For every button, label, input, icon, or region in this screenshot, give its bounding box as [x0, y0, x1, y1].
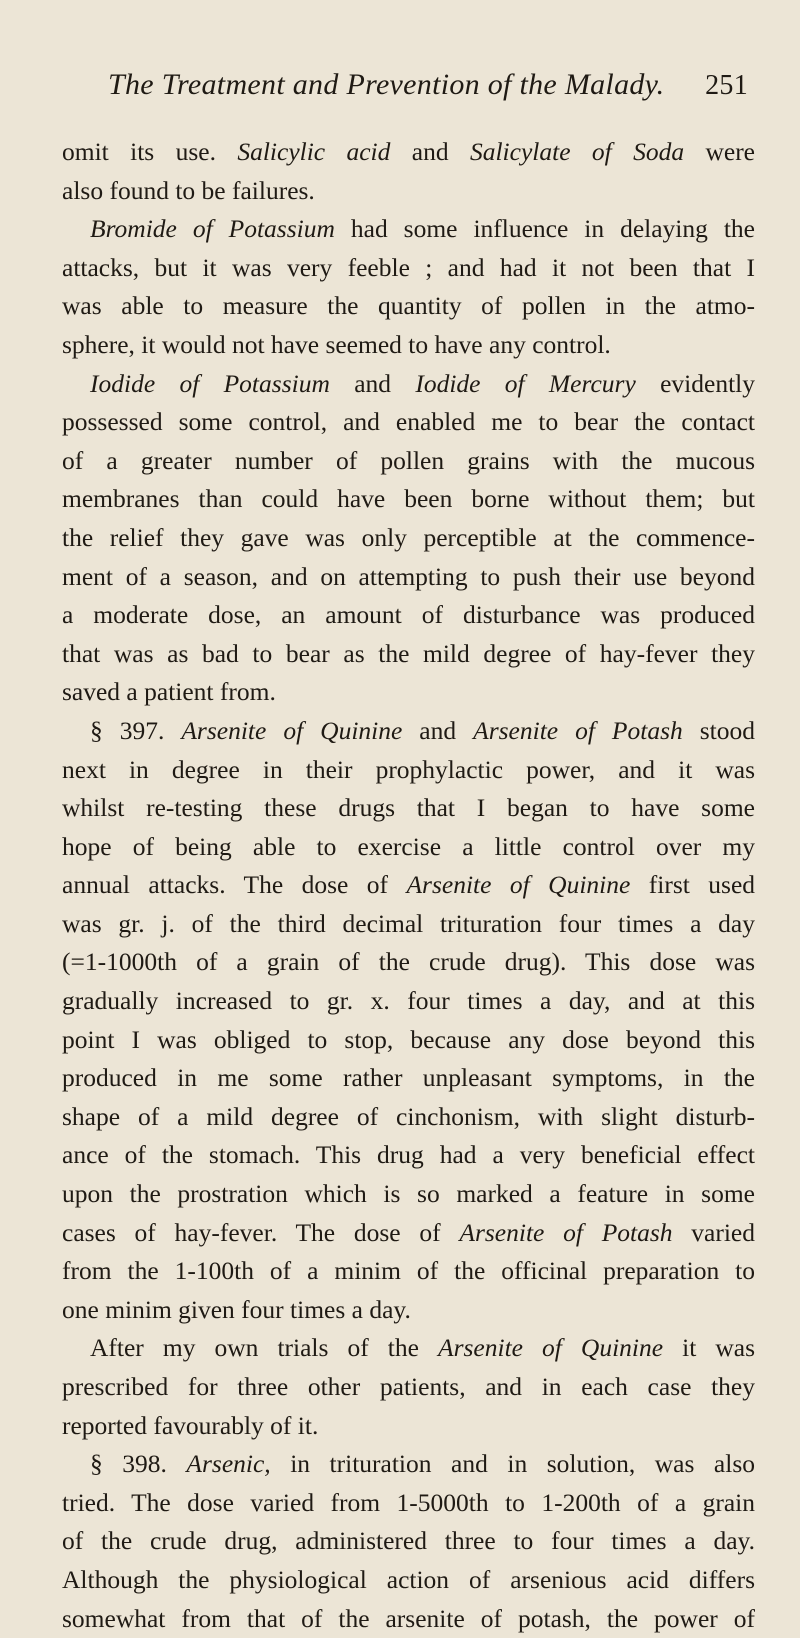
text-line	[62, 172, 755, 211]
text-run: first used	[630, 870, 756, 900]
text-line	[62, 249, 755, 288]
text-run: also found to be failures.	[62, 175, 315, 205]
text-line	[62, 1098, 755, 1137]
italic-term: Bromide of Potassium	[90, 214, 335, 244]
body-text	[62, 133, 755, 1638]
italic-term: Arsenite of Potash	[459, 1217, 673, 1247]
text-line	[62, 1291, 755, 1330]
text-line	[62, 1445, 755, 1484]
text-run: of the crude drug, administered three to four times a day.	[62, 1526, 755, 1556]
text-run: sphere, it would not have seemed to have any control.	[62, 329, 611, 359]
text-run: Although the physiological action of arsenious acid differs	[62, 1564, 755, 1594]
text-run: prescribed for three other patients, and in each case they	[62, 1372, 755, 1401]
text-line	[62, 1252, 755, 1291]
text-run: membranes than could have been borne without them; but	[62, 484, 755, 514]
text-run: ment of a season, and on attempting to push their use beyond	[62, 561, 755, 591]
text-run: a moderate dose, an amount of disturbance was produced	[62, 600, 755, 630]
text-line	[62, 287, 755, 326]
text-line	[62, 1021, 755, 1060]
text-run: ance of the stomach. This drug had a very beneficial effect	[62, 1140, 755, 1170]
text-line	[62, 1175, 755, 1214]
text-line	[62, 789, 755, 828]
text-run: reported favourably of it.	[62, 1410, 319, 1440]
text-line	[62, 558, 755, 597]
text-run: had some influence in delaying the	[334, 214, 755, 244]
page-number: 251	[705, 70, 748, 101]
text-line	[62, 982, 755, 1021]
text-run: the relief they gave was only perceptible at the commence-	[62, 522, 755, 552]
text-line	[62, 596, 755, 635]
text-run: § 397.	[90, 715, 182, 745]
text-run: it was	[663, 1333, 756, 1363]
text-line	[62, 326, 755, 365]
text-run: tried. The dose varied from 1-5000th to 1-200th of a grain	[62, 1487, 755, 1517]
text-run: point I was obliged to stop, because any dose beyond this	[62, 1024, 755, 1054]
text-run: whilst re-testing these drugs that I began to have some	[62, 793, 755, 823]
text-line	[62, 1484, 755, 1523]
text-run: stood	[682, 715, 756, 745]
italic-term: Arsenite of Quinine	[181, 715, 403, 745]
text-run: and	[402, 715, 474, 745]
text-run: and	[390, 137, 470, 166]
text-line	[62, 635, 755, 674]
text-run: gradually increased to gr. x. four times a day, and at this	[62, 986, 755, 1016]
text-run: cases of hay-fever. The dose of	[62, 1217, 460, 1247]
text-line	[62, 365, 755, 404]
text-run: evidently	[635, 368, 756, 398]
italic-term: Arsenic,	[186, 1449, 271, 1479]
text-line	[62, 943, 755, 982]
text-line	[62, 1600, 755, 1638]
text-line	[62, 751, 755, 790]
text-run: in trituration and in solution, was also	[270, 1449, 756, 1479]
text-run: § 398.	[90, 1449, 187, 1479]
text-line	[62, 866, 755, 905]
text-run: saved a patient from.	[62, 677, 276, 707]
text-run: varied	[672, 1217, 755, 1247]
text-run: shape of a mild degree of cinchonism, with slight disturb-	[62, 1101, 755, 1131]
text-line	[62, 210, 755, 249]
text-line	[62, 403, 755, 442]
text-line	[62, 828, 755, 867]
text-run: of a greater number of pollen grains with the mucous	[62, 445, 755, 475]
text-run: attacks, but it was very feeble ; and had it not been that I	[62, 252, 755, 282]
running-head	[108, 68, 748, 108]
text-run: was gr. j. of the third decimal trituration four times a day	[62, 908, 755, 938]
italic-term: Iodide of Potassium	[90, 368, 330, 398]
text-run: omit its use.	[62, 137, 238, 166]
text-line	[62, 1561, 755, 1600]
text-line	[62, 673, 755, 712]
text-line	[62, 1522, 755, 1561]
italic-term: Iodide of Mercury	[415, 368, 636, 398]
text-run: (=1-1000th of a grain of the crude drug). This dose was	[62, 947, 755, 977]
text-line	[62, 1059, 755, 1098]
text-run: was able to measure the quantity of pollen in the atmo-	[62, 291, 755, 321]
text-run: that was as bad to bear as the mild degree of hay-fever they	[62, 638, 755, 668]
text-line	[62, 1329, 755, 1368]
italic-term: Arsenite of Quinine	[438, 1333, 664, 1363]
text-run: upon the prostration which is so marked a feature in some	[62, 1179, 755, 1209]
text-run: After my own trials of the	[90, 1333, 438, 1363]
italic-term: Salicylate of Soda	[469, 137, 685, 166]
italic-term: Arsenite of Potash	[473, 715, 683, 745]
text-run: were	[684, 137, 756, 166]
italic-term: Arsenite of Quinine	[406, 870, 631, 900]
text-run: next in degree in their prophylactic power, and it was	[62, 754, 755, 784]
text-run: possessed some control, and enabled me to bear the contact	[62, 407, 755, 437]
text-run: from the 1-100th of a minim of the officinal preparation to	[62, 1256, 755, 1286]
text-line	[62, 442, 755, 481]
text-run: one minim given four times a day.	[62, 1294, 411, 1324]
text-run: and	[329, 368, 416, 398]
text-line	[62, 905, 755, 944]
text-run: produced in me some rather unpleasant symptoms, in the	[62, 1063, 755, 1093]
text-line	[62, 712, 755, 751]
text-line	[62, 1136, 755, 1175]
text-line	[62, 133, 755, 172]
italic-term: Salicylic acid	[237, 137, 391, 166]
running-head-title: The Treatment and Prevention of the Malady.	[108, 68, 665, 101]
text-line	[62, 1368, 755, 1407]
text-line	[62, 1214, 755, 1253]
text-run: annual attacks. The dose of	[62, 870, 407, 900]
text-line	[62, 480, 755, 519]
text-line	[62, 519, 755, 558]
text-line	[62, 1407, 755, 1446]
text-run: hope of being able to exercise a little control over my	[62, 831, 755, 861]
text-run: somewhat from that of the arsenite of potash, the power of	[62, 1603, 755, 1633]
